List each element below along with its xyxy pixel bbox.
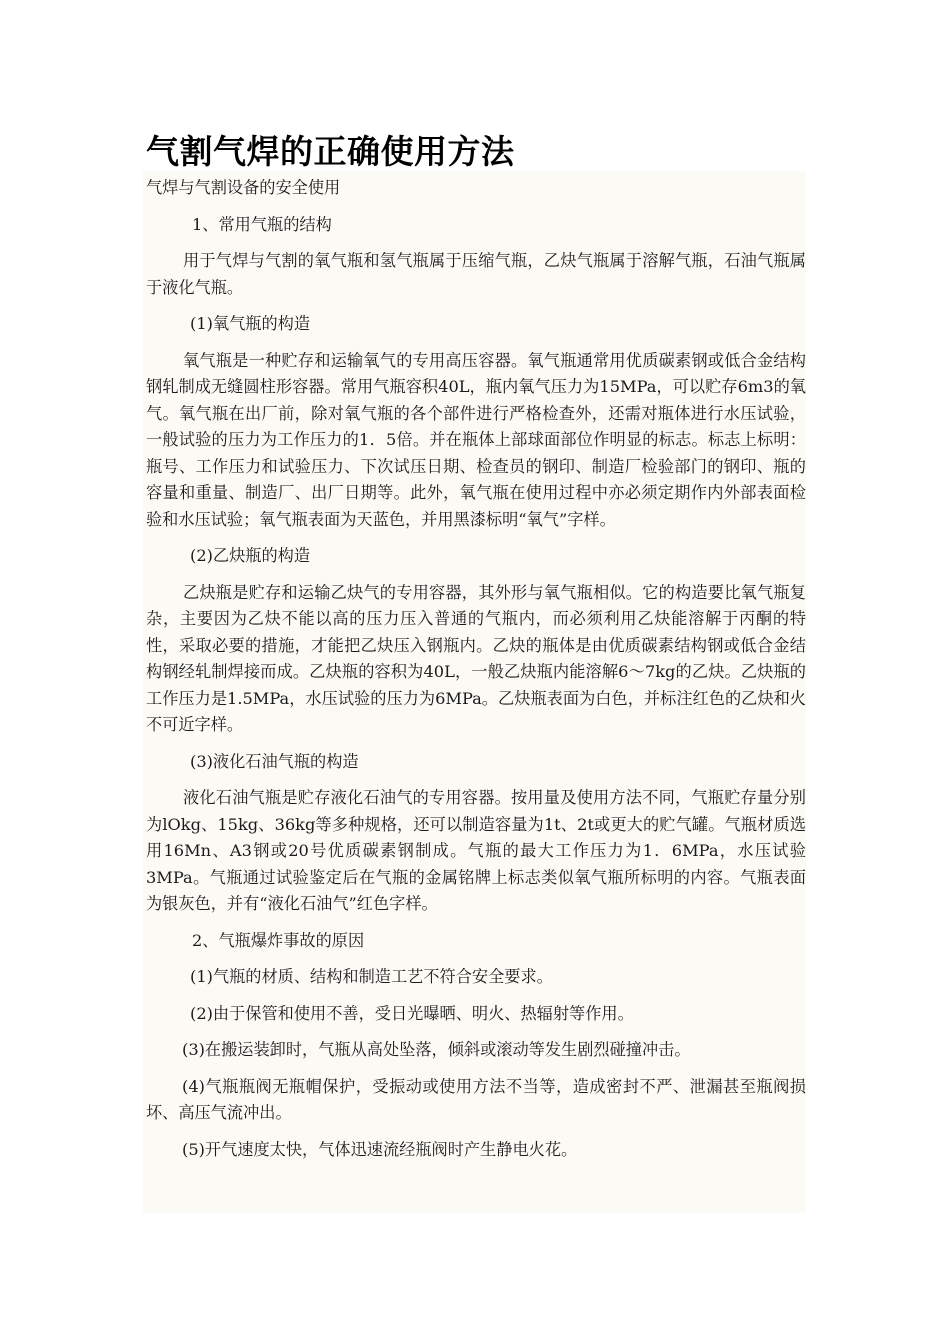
intro-line: 气焊与气割设备的安全使用 bbox=[146, 178, 341, 197]
lpg-body: 液化石油气瓶是贮存液化石油气的专用容器。按用量及使用方法不同，气瓶贮存量分别为lOkg、15kg、36kg等多种规格，还可以制造容量为1t、2t或更大的贮气罐。气瓶材质选用16Mn、A3钢或20号优质碳素钢制成。气瓶的最大工作压力为1．6MPa，水压试验3MPa。气瓶通过试验鉴定后在气瓶的金属铭牌上标志类似氧气瓶所标明的内容。气瓶表面为银灰色，并有“液化石油气”红色字样。 bbox=[146, 788, 806, 913]
cause-item-3: (3)在搬运装卸时，气瓶从高处坠落，倾斜或滚动等发生剧烈碰撞冲击。 bbox=[182, 1040, 691, 1059]
acetylene-heading: (2)乙炔瓶的构造 bbox=[190, 546, 311, 565]
article-body bbox=[143, 171, 806, 1213]
oxygen-heading: (1)氧气瓶的构造 bbox=[190, 314, 311, 333]
lpg-heading: (3)液化石油气瓶的构造 bbox=[190, 751, 359, 771]
section-1-heading: 1、常用气瓶的结构 bbox=[192, 214, 332, 234]
cause-item-1: (1)气瓶的材质、结构和制造工艺不符合安全要求。 bbox=[190, 967, 553, 986]
section-2-heading: 2、气瓶爆炸事故的原因 bbox=[192, 930, 365, 950]
section-1-lead: 用于气焊与气割的氧气瓶和氢气瓶属于压缩气瓶，乙炔气瓶属于溶解气瓶，石油气瓶属于液化气瓶。 bbox=[146, 251, 806, 297]
cause-item-2: (2)由于保管和使用不善，受日光曝晒、明火、热辐射等作用。 bbox=[190, 1003, 634, 1023]
page-title: 气割气焊的正确使用方法 bbox=[146, 132, 515, 171]
oxygen-body: 氧气瓶是一种贮存和运输氧气的专用高压容器。氧气瓶通常用优质碳素钢或低合金结构钢轧制成无缝圆柱形容器。常用气瓶容积40L，瓶内氧气压力为15MPa，可以贮存6m3的氧气。氧气瓶在出厂前，除对氧气瓶的各个部件进行严格检查外，还需对瓶体进行水压试验，一般试验的压力为工作压力的1．5倍。并在瓶体上部球面部位作明显的标志。标志上标明：瓶号、工作压力和试验压力、下次试压日期、检查员的钢印、制造厂检验部门的钢印、瓶的容量和重量、制造厂、出厂日期等。此外，氧气瓶在使用过程中亦必须定期作内外部表面检验和水压试验；氧气瓶表面为天蓝色，并用黑漆标明“氧气”字样。 bbox=[146, 350, 806, 529]
acetylene-body: 乙炔瓶是贮存和运输乙炔气的专用容器，其外形与氧气瓶相似。它的构造要比氧气瓶复杂，主要因为乙炔不能以高的压力压入普通的气瓶内，而必须利用乙炔能溶解于丙酮的特性，采取必要的措施，才能把乙炔压入钢瓶内。乙炔的瓶体是由优质碳素结构钢或低合金结构钢经轧制焊接而成。乙炔瓶的容积为40L，一般乙炔瓶内能溶解6～7kg的乙炔。乙炔瓶的工作压力是1.5MPa，水压试验的压力为6MPa。乙炔瓶表面为白色，并标注红色的乙炔和火不可近字样。 bbox=[146, 582, 806, 734]
cause-item-5: (5)开气速度太快，气体迅速流经瓶阀时产生静电火花。 bbox=[182, 1139, 578, 1159]
cause-item-4: (4)气瓶瓶阀无瓶帽保护，受振动或使用方法不当等，造成密封不严、泄漏甚至瓶阀损坏、高压气流冲出。 bbox=[146, 1076, 806, 1122]
